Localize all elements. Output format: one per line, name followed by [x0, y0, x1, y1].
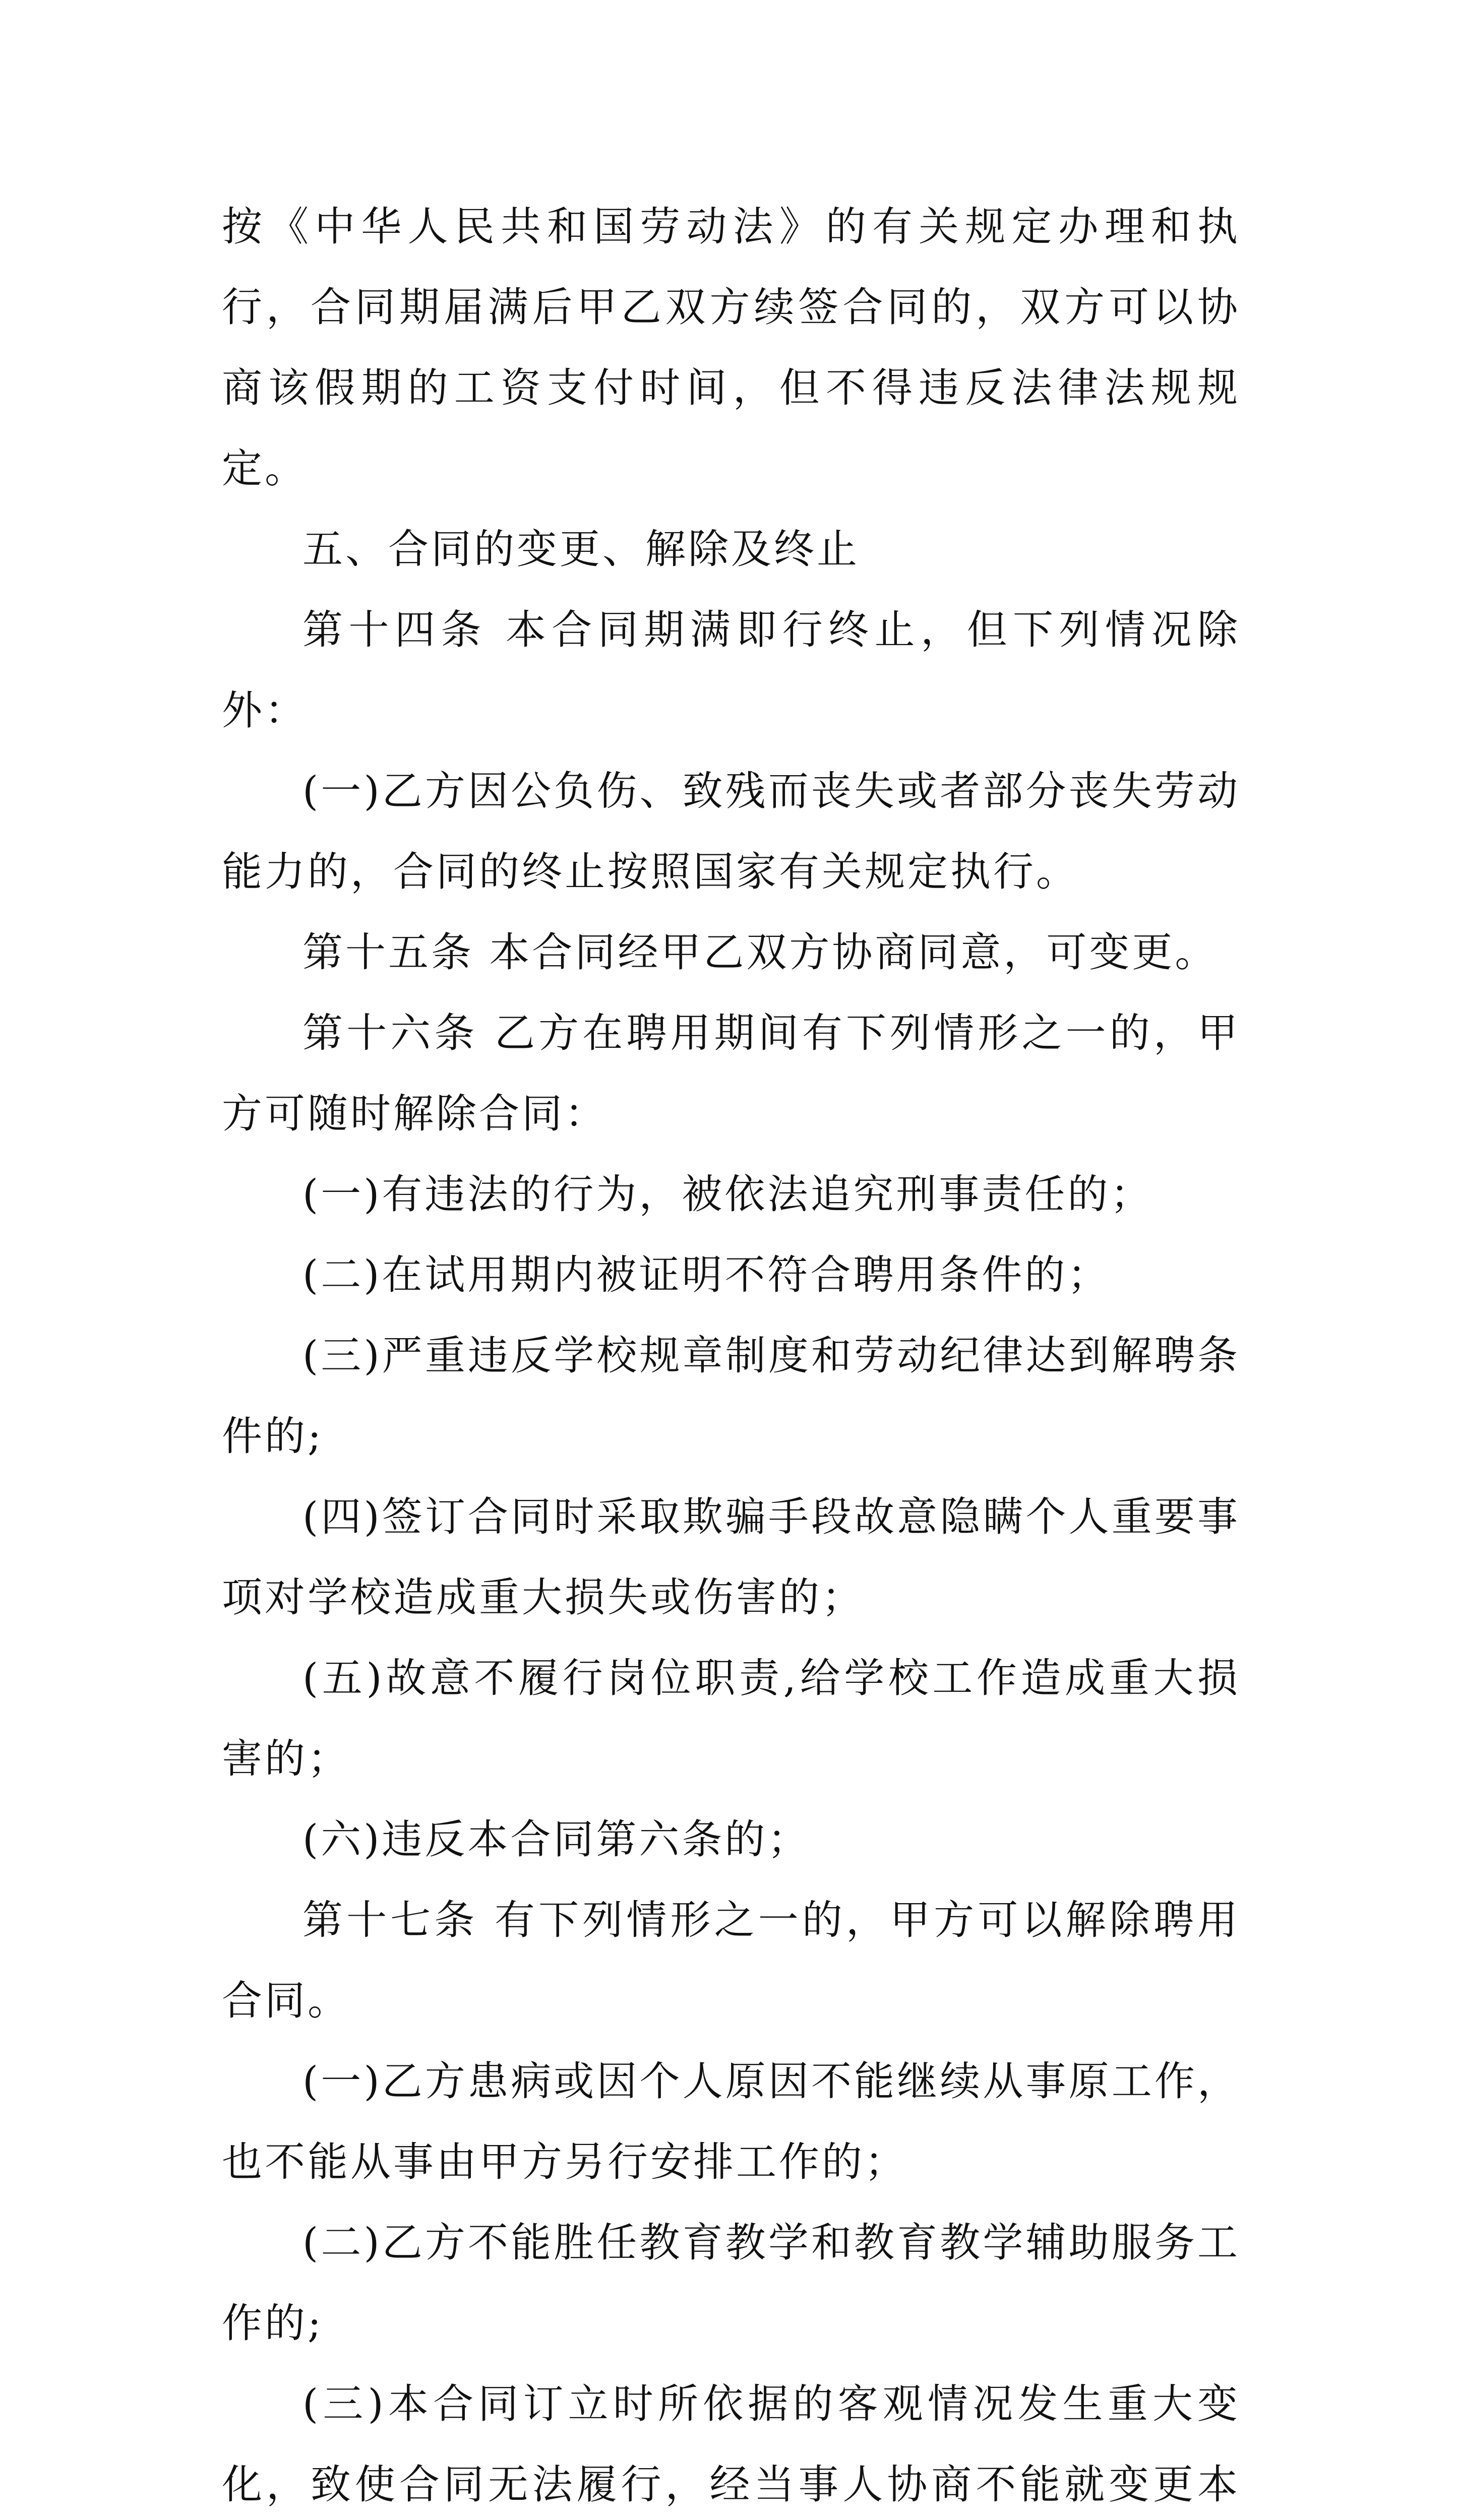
article-16: 第十六条 乙方在聘用期间有下列情形之一的，甲方可随时解除合同：	[222, 1010, 1240, 1137]
paragraph-1: 按《中华人民共和国劳动法》的有关规定办理和执行，合同期届满后甲乙双方续签合同的，双方可以协商该假期的工资支付时间，但不得违反法律法规规定。	[222, 203, 1240, 492]
article-16-item-3: (三)严重违反学校规章制度和劳动纪律达到解聘条件的;	[222, 1332, 1240, 1460]
article-17-item-1: (一)乙方患病或因个人原因不能继续从事原工作，也不能从事由甲方另行安排工作的；	[222, 2058, 1240, 2185]
article-16-item-4: (四)签订合同时采取欺骗手段故意隐瞒个人重要事项对学校造成重大损失或伤害的；	[222, 1493, 1240, 1621]
article-15: 第十五条 本合同经甲乙双方协商同意，可变更。	[302, 929, 1218, 976]
section-heading-5: 五、合同的变更、解除及终止	[302, 526, 860, 573]
article-16-item-2: (二)在试用期内被证明不符合聘用条件的；	[302, 1251, 1111, 1298]
article-17-item-3: (三)本合同订立时所依据的客观情况发生重大变化，致使合同无法履行，经当事人协商不能就变更本	[222, 2380, 1240, 2508]
article-14: 第十四条 本合同期满即行终止，但下列情况除外：	[222, 606, 1240, 734]
article-17: 第十七条 有下列情形之一的，甲方可以解除聘用合同。	[222, 1897, 1240, 2024]
article-16-item-6: (六)违反本合同第六条的；	[302, 1816, 811, 1863]
article-14-item-1: (一)乙方因公负伤、致残而丧失或者部分丧失劳动能力的，合同的终止按照国家有关规定执行。	[222, 768, 1240, 895]
article-16-item-1: (一)有违法的行为，被依法追究刑事责任的；	[302, 1171, 1153, 1218]
article-16-item-5: (五)故意不履行岗位职责,给学校工作造成重大损害的；	[222, 1655, 1240, 1782]
document-body	[222, 186, 1240, 2520]
article-17-item-2: (二)乙方不能胜任教育教学和教育教学辅助服务工作的;	[222, 2219, 1240, 2347]
